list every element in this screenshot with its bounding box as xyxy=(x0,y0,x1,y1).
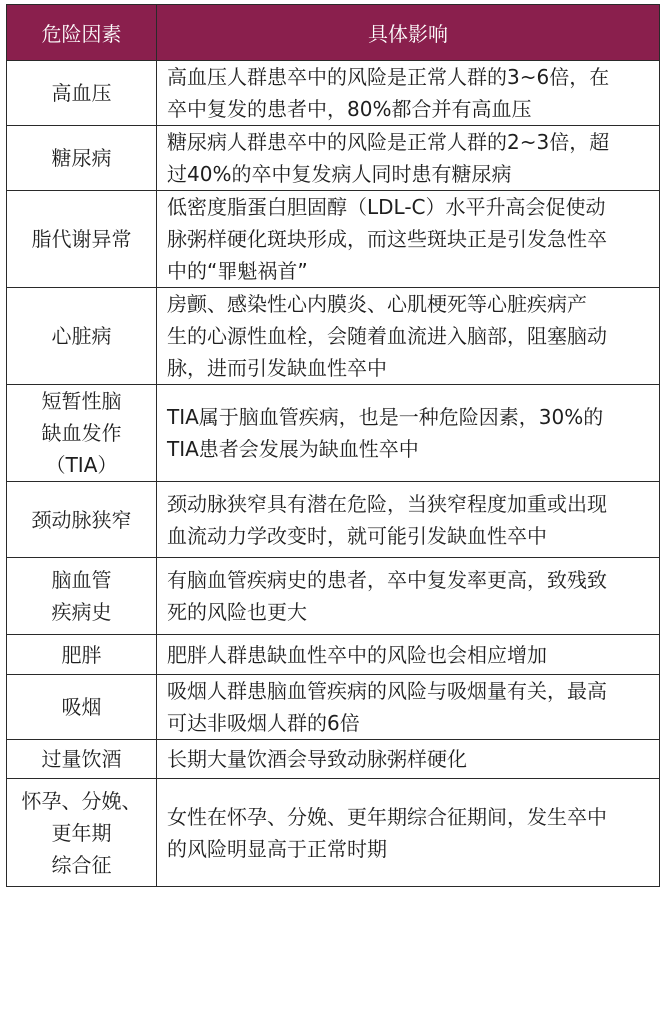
impact-cell xyxy=(157,558,660,635)
impact-cell xyxy=(157,635,660,675)
risk-factor-cell xyxy=(7,635,157,675)
risk-factor-text: 肥胖 xyxy=(61,642,102,667)
risk-factor-cell xyxy=(7,675,157,740)
table-row xyxy=(7,288,660,385)
table-row xyxy=(7,482,660,558)
risk-factor-text: 综合征 xyxy=(51,852,112,877)
risk-factor-cell xyxy=(7,779,157,887)
risk-factor-cell xyxy=(7,740,157,779)
impact-text: 房颤、感染性心内膜炎、心肌梗死等心脏疾病产 xyxy=(167,292,587,316)
risk-factor-cell xyxy=(7,288,157,385)
table-row xyxy=(7,779,660,887)
risk-factor-text: 颈动脉狭窄 xyxy=(31,507,132,532)
risk-factor-text: 短暂性脑 xyxy=(41,389,122,413)
impact-text: 肥胖人群患缺血性卒中的风险也会相应增加 xyxy=(167,642,547,667)
table-row xyxy=(7,635,660,675)
risk-factor-text: 糖尿病 xyxy=(51,146,112,170)
impact-text: TIA属于脑血管疾病，也是一种危险因素，30%的 xyxy=(167,405,604,429)
impact-cell xyxy=(157,288,660,385)
risk-factor-text: 脑血管 xyxy=(51,568,112,592)
impact-text: 脉，进而引发缺血性卒中 xyxy=(167,356,387,380)
table-row xyxy=(7,740,660,779)
impact-text: 死的风险也更大 xyxy=(167,600,307,624)
impact-text: TIA患者会发展为缺血性卒中 xyxy=(167,437,419,461)
table-row xyxy=(7,385,660,482)
impact-text: 过40%的卒中复发病人同时患有糖尿病 xyxy=(167,162,512,186)
risk-factor-cell xyxy=(7,482,157,558)
impact-text: 吸烟人群患脑血管疾病的风险与吸烟量有关，最高 xyxy=(167,679,607,703)
impact-text: 颈动脉狭窄具有潜在危险，当狭窄程度加重或出现 xyxy=(167,491,607,516)
impact-cell xyxy=(157,126,660,191)
impact-text: 高血压人群患卒中的风险是正常人群的3~6倍，在 xyxy=(167,65,610,89)
table-row xyxy=(7,191,660,288)
risk-factor-cell xyxy=(7,61,157,126)
impact-cell xyxy=(157,740,660,779)
risk-factor-text: 疾病史 xyxy=(51,600,112,624)
risk-factor-cell xyxy=(7,385,157,482)
risk-factor-cell xyxy=(7,126,157,191)
risk-factor-text: 更年期 xyxy=(51,820,112,845)
risk-factor-table xyxy=(6,4,660,887)
table-header-row xyxy=(7,5,660,61)
risk-factor-cell xyxy=(7,191,157,288)
impact-cell xyxy=(157,675,660,740)
risk-factor-text: 高血压 xyxy=(51,81,112,105)
impact-cell xyxy=(157,779,660,887)
impact-text: 脉粥样硬化斑块形成，而这些斑块正是引发急性卒 xyxy=(167,227,607,251)
impact-cell xyxy=(157,482,660,558)
risk-factor-cell xyxy=(7,558,157,635)
impact-text: 长期大量饮酒会导致动脉粥样硬化 xyxy=(167,747,467,771)
impact-text: 女性在怀孕、分娩、更年期综合征期间，发生卒中 xyxy=(167,804,607,829)
impact-text: 低密度脂蛋白胆固醇（LDL-C）水平升高会促使动 xyxy=(167,195,606,219)
table-row xyxy=(7,558,660,635)
risk-factor-text: 过量饮酒 xyxy=(41,747,122,771)
table-body xyxy=(7,61,660,887)
impact-text: 可达非吸烟人群的6倍 xyxy=(167,711,360,735)
impact-text: 的风险明显高于正常时期 xyxy=(167,836,387,861)
impact-text: 糖尿病人群患卒中的风险是正常人群的2~3倍，超 xyxy=(167,130,610,154)
table-row xyxy=(7,126,660,191)
header-specific-impact: 具体影响 xyxy=(157,5,660,61)
risk-factor-text: 心脏病 xyxy=(51,324,112,348)
impact-text: 卒中复发的患者中，80%都合并有高血压 xyxy=(167,97,532,121)
risk-factor-text: 怀孕、分娩、 xyxy=(21,788,142,813)
risk-factor-text: 脂代谢异常 xyxy=(31,227,132,251)
risk-factor-text: （TIA） xyxy=(45,453,118,477)
header-risk-factor: 危险因素 xyxy=(7,5,157,61)
risk-factor-text: 吸烟 xyxy=(61,695,102,719)
impact-cell xyxy=(157,61,660,126)
risk-factor-text: 缺血发作 xyxy=(41,421,122,445)
impact-text: 血流动力学改变时，就可能引发缺血性卒中 xyxy=(167,523,547,548)
table-row xyxy=(7,675,660,740)
impact-cell xyxy=(157,191,660,288)
impact-text: 有脑血管疾病史的患者，卒中复发率更高，致残致 xyxy=(167,568,607,592)
table-row xyxy=(7,61,660,126)
impact-text: 生的心源性血栓，会随着血流进入脑部，阻塞脑动 xyxy=(167,324,607,348)
impact-text: 中的“罪魁祸首” xyxy=(167,259,308,283)
impact-cell xyxy=(157,385,660,482)
